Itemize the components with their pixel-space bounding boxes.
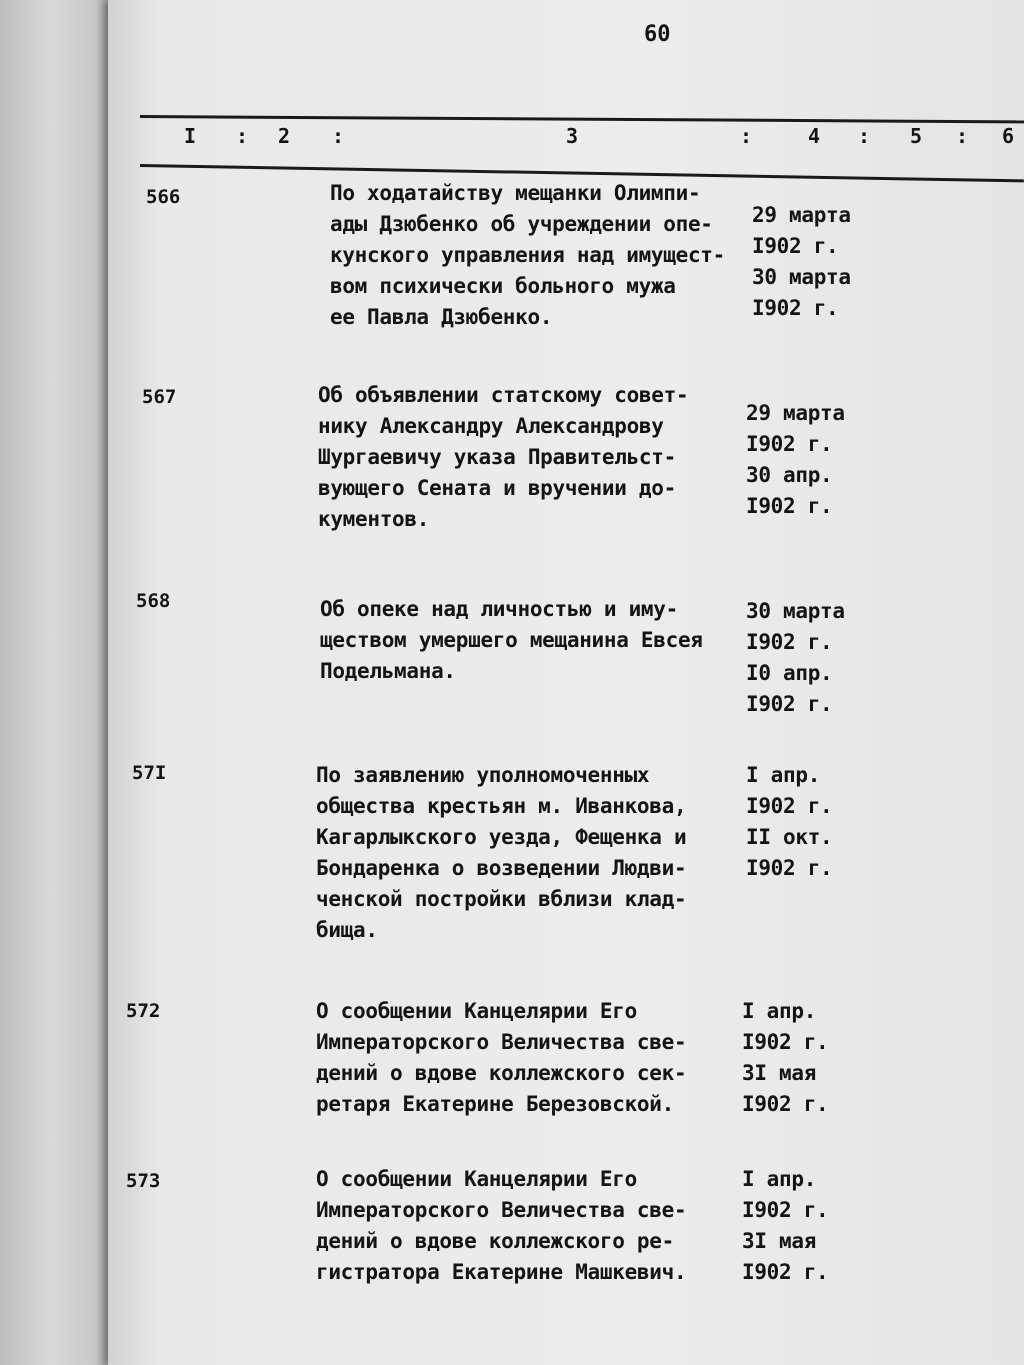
entry-description <box>316 760 686 946</box>
date-line: 3I мая <box>742 1061 817 1085</box>
date-line: 29 марта <box>752 203 851 227</box>
entry-number: 567 <box>142 386 177 408</box>
entry-dates <box>742 1164 828 1288</box>
entry-number: 57I <box>132 762 167 784</box>
entry-description <box>330 178 725 333</box>
date-line: I902 г. <box>742 1260 829 1284</box>
description-line: дений о вдове коллежского ре- <box>316 1229 674 1253</box>
date-line: 30 марта <box>752 265 851 289</box>
date-line: I902 г. <box>742 1092 829 1116</box>
entry-dates <box>746 596 845 720</box>
date-line: I апр. <box>746 763 821 787</box>
column-separator: : <box>956 124 969 148</box>
description-line: общества крестьян м. Иванкова, <box>316 794 687 818</box>
entry-dates <box>752 200 851 324</box>
date-line: I902 г. <box>742 1198 829 1222</box>
description-line: гистратора Екатерине Машкевич. <box>316 1260 687 1284</box>
left-page-edge <box>0 0 112 1365</box>
date-line: I902 г. <box>746 494 833 518</box>
description-line: вующего Сената и вручении до- <box>318 476 676 500</box>
date-line: 3I мая <box>742 1229 817 1253</box>
date-line: 30 апр. <box>746 463 833 487</box>
table-header-row <box>140 124 1024 164</box>
entry-number: 566 <box>146 186 181 208</box>
description-line: По заявлению уполномоченных <box>316 763 650 787</box>
entry-description <box>318 380 688 535</box>
date-line: I апр. <box>742 999 817 1023</box>
entry-description <box>316 996 686 1120</box>
column-header-2: 2 <box>278 124 291 148</box>
description-line: ретаря Екатерине Березовской. <box>316 1092 674 1116</box>
description-line: По ходатайству мещанки Олимпи- <box>330 181 701 205</box>
date-line: 30 марта <box>746 599 845 623</box>
description-line: бища. <box>316 918 378 942</box>
description-line: нику Александру Александрову <box>318 414 664 438</box>
date-line: I902 г. <box>746 692 833 716</box>
description-line: О сообщении Канцелярии Его <box>316 1167 637 1191</box>
entry-number: 573 <box>126 1170 161 1192</box>
description-line: вом психически больного мужа <box>330 274 676 298</box>
column-header-3: 3 <box>566 124 579 148</box>
column-header-6: 6 <box>1002 124 1015 148</box>
description-line: ее Павла Дзюбенко. <box>330 305 553 329</box>
description-line: Подельмана. <box>320 659 456 683</box>
column-separator: : <box>740 124 753 148</box>
entry-dates <box>746 398 845 522</box>
date-line: I0 апр. <box>746 661 833 685</box>
description-line: дений о вдове коллежского сек- <box>316 1061 687 1085</box>
date-line: I902 г. <box>746 432 833 456</box>
description-line: ады Дзюбенко об учреждении опе- <box>330 212 713 236</box>
description-line: Императорского Величества све- <box>316 1030 687 1054</box>
date-line: I902 г. <box>752 296 839 320</box>
date-line: I902 г. <box>746 794 833 818</box>
description-line: Об опеке над личностью и иму- <box>320 597 678 621</box>
column-separator: : <box>858 124 871 148</box>
column-separator: : <box>236 124 249 148</box>
column-header-5: 5 <box>910 124 923 148</box>
entry-number: 568 <box>136 590 171 612</box>
description-line: Императорского Величества све- <box>316 1198 687 1222</box>
date-line: 29 марта <box>746 401 845 425</box>
description-line: ществом умершего мещанина Евсея <box>320 628 703 652</box>
description-line: кументов. <box>318 507 430 531</box>
date-line: I902 г. <box>746 630 833 654</box>
description-line: кунского управления над имущест- <box>330 243 725 267</box>
column-header-4: 4 <box>808 124 821 148</box>
description-line: Шургаевичу указа Правительст- <box>318 445 676 469</box>
date-line: I902 г. <box>752 234 839 258</box>
page-number: 60 <box>644 22 671 47</box>
date-line: I апр. <box>742 1167 817 1191</box>
date-line: I902 г. <box>742 1030 829 1054</box>
entry-description <box>316 1164 686 1288</box>
column-header-1: I <box>184 124 197 148</box>
description-line: Об объявлении статскому совет- <box>318 383 689 407</box>
date-line: I902 г. <box>746 856 833 880</box>
entry-dates <box>746 760 832 884</box>
description-line: Кагарлыкского уезда, Фещенка и <box>316 825 687 849</box>
entry-dates <box>742 996 828 1120</box>
column-separator: : <box>332 124 345 148</box>
description-line: ченской постройки вблизи клад- <box>316 887 687 911</box>
entry-number: 572 <box>126 1000 161 1022</box>
entry-description <box>320 594 703 687</box>
description-line: Бондаренка о возведении Людви- <box>316 856 687 880</box>
date-line: II окт. <box>746 825 833 849</box>
description-line: О сообщении Канцелярии Его <box>316 999 637 1023</box>
